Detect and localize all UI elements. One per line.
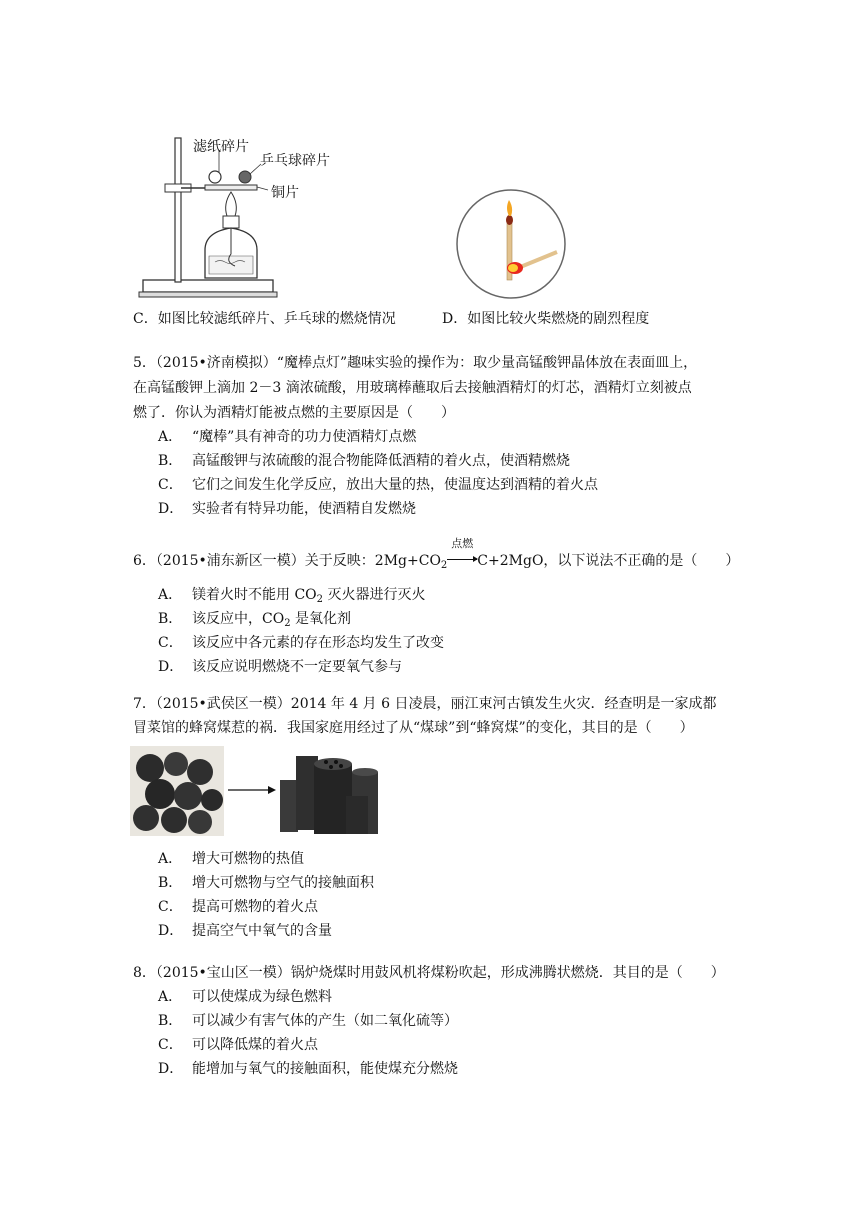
q7-option-a[interactable] — [158, 849, 304, 869]
q6-stem-product: C+2MgO，以下说法不正确的是（ ） — [477, 553, 740, 569]
option-text: 提高可燃物的着火点 — [192, 899, 318, 915]
option-key: D． — [158, 659, 184, 675]
option-text: 该反应中各元素的存在形态均发生了改变 — [192, 635, 444, 651]
q6-option-b[interactable] — [158, 609, 351, 629]
option-sub: 2 — [316, 594, 324, 605]
q5-option-b[interactable] — [158, 451, 570, 471]
label-filter-paper: 滤纸碎片 — [193, 139, 249, 155]
option-key: A． — [158, 851, 183, 867]
q8-option-b[interactable] — [158, 1011, 458, 1031]
matches-figure — [455, 188, 567, 300]
q7-stem-line-1: 7．（2015•武侯区一模）2014 年 4 月 6 日凌晨，丽江束河古镇发生火灾．经查明是一家成都 — [133, 696, 717, 712]
q6-option-d[interactable] — [158, 657, 402, 677]
option-text: 增大可燃物与空气的接触面积 — [192, 875, 374, 891]
q5-option-d[interactable] — [158, 499, 416, 519]
option-key: B． — [158, 875, 183, 891]
option-text: 该反应中，CO — [192, 611, 285, 627]
option-key: B． — [158, 453, 183, 469]
matches-drawing — [455, 188, 567, 300]
option-text: “魔棒”具有神奇的功力使酒精灯点燃 — [192, 429, 417, 445]
q5-stem-line-3: 燃了．你认为酒精灯能被点燃的主要原因是（ ） — [133, 405, 455, 421]
q5-option-c[interactable] — [158, 475, 598, 495]
option-text: 增大可燃物的热值 — [192, 851, 304, 867]
coal-drawing — [130, 746, 390, 838]
label-pingpong: 乒乓球碎片 — [260, 153, 330, 169]
caption-d: D．如图比较火柴燃烧的剧烈程度 — [442, 311, 650, 327]
option-sub: 2 — [284, 618, 291, 629]
reaction-arrow-icon — [447, 559, 477, 560]
option-text: 可以使煤成为绿色燃料 — [192, 989, 332, 1005]
q6-option-a[interactable] — [158, 585, 425, 605]
q5-stem-line-1: 5．（2015•济南模拟）“魔棒点灯”趣味实验的操作为：取少量高锰酸钾晶体放在表面皿上， — [133, 355, 698, 371]
condition-text: 点燃 — [451, 537, 474, 550]
q8-option-a[interactable] — [158, 987, 332, 1007]
option-key: D． — [158, 923, 184, 939]
q5-stem-line-2: 在高锰酸钾上滴加 2－3 滴浓硫酸，用玻璃棒蘸取后去接触酒精灯的灯芯，酒精灯立刻被点 — [133, 380, 692, 396]
q7-stem-line-2: 冒菜馆的蜂窝煤惹的祸．我国家庭用经过了从“煤球”到“蜂窝煤”的变化，其目的是（ ） — [133, 720, 694, 736]
q8-stem: 8．（2015•宝山区一模）锅炉烧煤时用鼓风机将煤粉吹起，形成沸腾状燃烧．其目的是（ ） — [133, 965, 725, 981]
caption-c: C．如图比较滤纸碎片、乒乓球的燃烧情况 — [133, 311, 396, 327]
label-copper: 铜片 — [271, 185, 299, 201]
option-key: D． — [158, 1061, 184, 1077]
option-key: C． — [158, 635, 183, 651]
option-key: C． — [158, 1037, 183, 1053]
option-key: B． — [158, 1013, 183, 1029]
q7-option-d[interactable] — [158, 921, 332, 941]
lab-apparatus-drawing — [135, 128, 375, 308]
q5-option-a[interactable] — [158, 427, 416, 447]
coal-figure — [130, 746, 390, 838]
q7-option-b[interactable] — [158, 873, 374, 893]
option-key: B． — [158, 611, 183, 627]
q7-option-c[interactable] — [158, 897, 318, 917]
option-text: 实验者有特异功能，使酒精自发燃烧 — [192, 501, 416, 517]
q6-stem-prefix: 6．（2015•浦东新区一模）关于反映：2Mg+CO — [133, 553, 441, 569]
option-key: C． — [158, 477, 183, 493]
q6-sub: 2 — [440, 560, 448, 571]
option-key: A． — [158, 587, 183, 603]
option-key: A． — [158, 429, 183, 445]
option-text: 可以降低煤的着火点 — [192, 1037, 318, 1053]
option-key: A． — [158, 989, 183, 1005]
lab-apparatus-figure — [135, 128, 375, 308]
option-key: D． — [158, 501, 184, 517]
option-text-tail: 是氧化剂 — [290, 611, 352, 627]
q8-option-c[interactable] — [158, 1035, 318, 1055]
q6-stem — [133, 537, 740, 571]
option-text: 它们之间发生化学反应，放出大量的热，使温度达到酒精的着火点 — [192, 477, 598, 493]
option-text-tail: 灭火器进行灭火 — [323, 587, 426, 603]
option-text: 该反应说明燃烧不一定要氧气参与 — [192, 659, 402, 675]
option-text: 镁着火时不能用 CO — [192, 587, 317, 603]
option-text: 可以减少有害气体的产生（如二氧化硫等） — [192, 1013, 458, 1029]
option-text: 高锰酸钾与浓硫酸的混合物能降低酒精的着火点，使酒精燃烧 — [192, 453, 570, 469]
q6-option-c[interactable] — [158, 633, 444, 653]
option-text: 能增加与氧气的接触面积，能使煤充分燃烧 — [192, 1061, 458, 1077]
reaction-condition — [447, 537, 477, 571]
option-text: 提高空气中氧气的含量 — [192, 923, 332, 939]
q8-option-d[interactable] — [158, 1059, 458, 1079]
option-key: C． — [158, 899, 183, 915]
